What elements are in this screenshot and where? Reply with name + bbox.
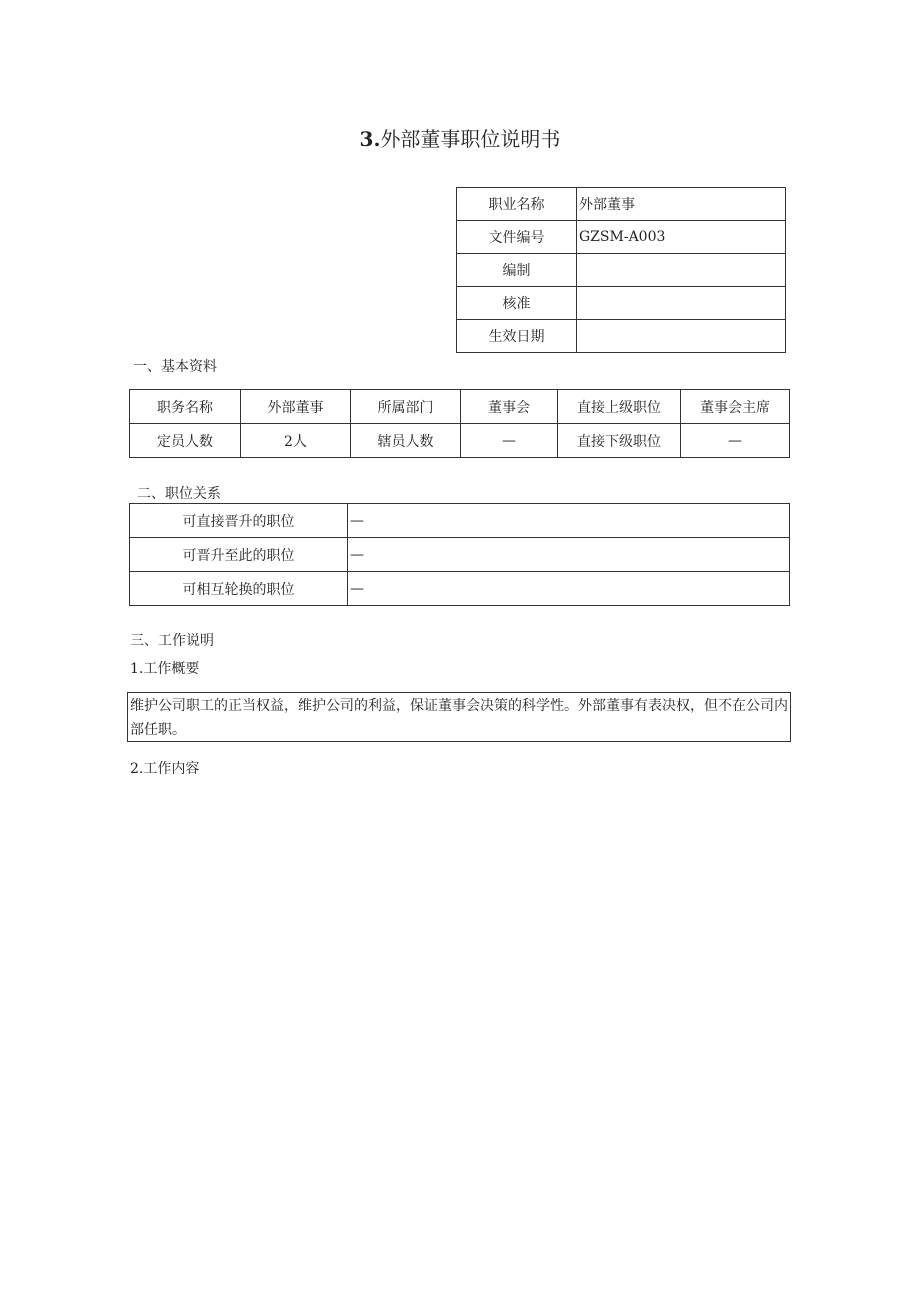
document-meta-table bbox=[456, 187, 786, 353]
meta-value: 外部董事 bbox=[577, 188, 786, 221]
table-row bbox=[130, 390, 790, 424]
section-relations-heading: 二、职位关系 bbox=[137, 486, 221, 502]
subsection-content-heading: 2.工作内容 bbox=[130, 761, 200, 777]
meta-value bbox=[577, 320, 786, 353]
relation-value: — bbox=[348, 572, 790, 606]
table-row bbox=[130, 538, 790, 572]
table-row bbox=[130, 424, 790, 458]
table-cell: 所属部门 bbox=[351, 390, 461, 424]
table-cell: 董事会主席 bbox=[681, 390, 790, 424]
title-text: 外部董事职位说明书 bbox=[380, 127, 561, 151]
meta-row bbox=[457, 188, 786, 221]
basic-info-table bbox=[129, 389, 790, 458]
table-cell: — bbox=[681, 424, 790, 458]
table-cell: 辖员人数 bbox=[351, 424, 461, 458]
table-row bbox=[130, 572, 790, 606]
table-cell: 职务名称 bbox=[130, 390, 241, 424]
meta-value: GZSM-A003 bbox=[577, 221, 786, 254]
meta-row bbox=[457, 287, 786, 320]
meta-label: 编制 bbox=[457, 254, 577, 287]
meta-label: 文件编号 bbox=[457, 221, 577, 254]
work-overview-box: 维护公司职工的正当权益，维护公司的利益，保证董事会决策的科学性。外部董事有表决权，但不在公司内部任职。 bbox=[127, 692, 791, 742]
meta-row bbox=[457, 254, 786, 287]
table-cell: 定员人数 bbox=[130, 424, 241, 458]
section-basic-heading: 一、基本资料 bbox=[133, 359, 217, 375]
page-title bbox=[0, 124, 920, 154]
meta-label: 生效日期 bbox=[457, 320, 577, 353]
section-work-heading: 三、工作说明 bbox=[130, 633, 214, 649]
meta-row bbox=[457, 221, 786, 254]
relation-label: 可直接晋升的职位 bbox=[130, 504, 348, 538]
title-number: 3. bbox=[359, 127, 381, 151]
table-cell: 外部董事 bbox=[241, 390, 351, 424]
table-cell: 直接下级职位 bbox=[558, 424, 681, 458]
position-relations-table bbox=[129, 503, 790, 606]
meta-row bbox=[457, 320, 786, 353]
meta-label: 核准 bbox=[457, 287, 577, 320]
subsection-overview-heading: 1.工作概要 bbox=[130, 661, 200, 677]
meta-label: 职业名称 bbox=[457, 188, 577, 221]
table-cell: 直接上级职位 bbox=[558, 390, 681, 424]
relation-label: 可晋升至此的职位 bbox=[130, 538, 348, 572]
meta-value bbox=[577, 254, 786, 287]
table-cell: — bbox=[461, 424, 558, 458]
relation-value: — bbox=[348, 538, 790, 572]
relation-value: — bbox=[348, 504, 790, 538]
relation-label: 可相互轮换的职位 bbox=[130, 572, 348, 606]
table-cell: 董事会 bbox=[461, 390, 558, 424]
table-row bbox=[130, 504, 790, 538]
meta-value bbox=[577, 287, 786, 320]
table-cell: 2人 bbox=[241, 424, 351, 458]
